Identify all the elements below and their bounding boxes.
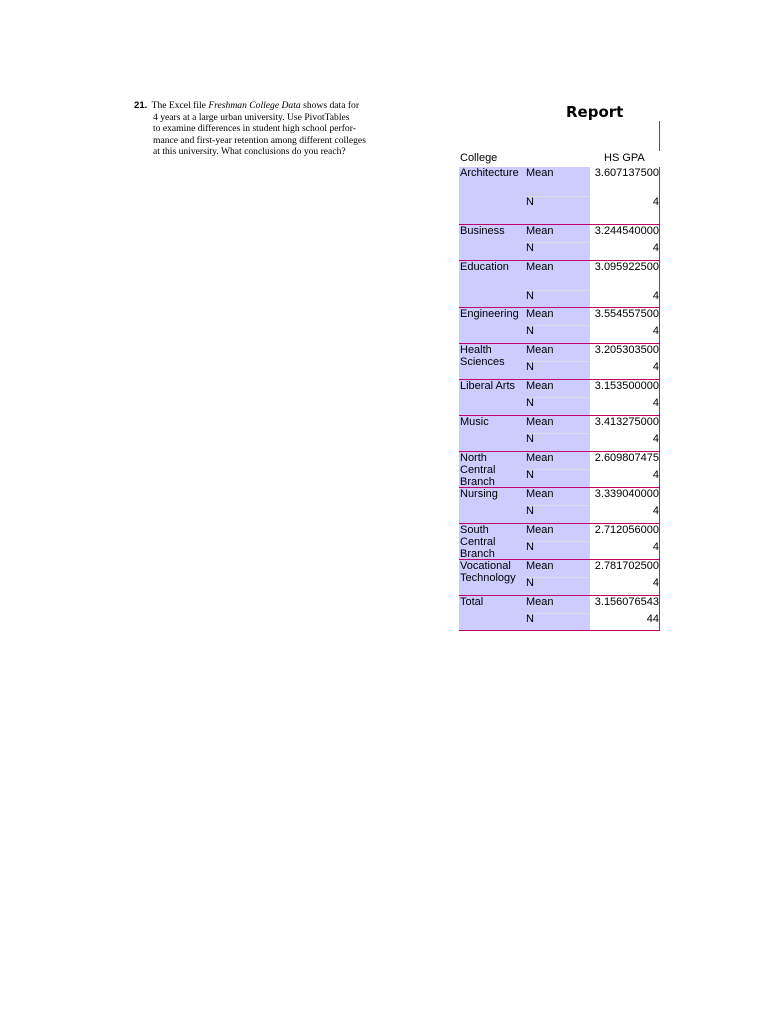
mean-row [525,167,660,196]
report-group [459,261,660,308]
n-row [525,613,660,630]
stat-label: Mean [526,344,554,356]
stat-label: Mean [526,308,554,320]
college-name: North Central Branch [459,452,525,487]
stat-value: 4 [590,397,660,415]
problem-line-5: at this university. What conclusions do you reach? [153,146,346,158]
college-name: Education [459,261,525,307]
report-group [459,344,660,380]
college-name: South Central Branch [459,524,525,559]
n-row [525,469,660,487]
college-name: Nursing [459,488,525,523]
stat-label: N [526,196,534,208]
stat-value: 3.413275000 [590,416,660,433]
stat-label: N [526,541,534,553]
report-group [459,416,660,452]
stat-label: N [526,469,534,481]
stat-label: Mean [526,488,554,500]
report-group [459,225,660,261]
stat-value: 3.095922500 [590,261,660,290]
n-row [525,541,660,559]
report-group [459,380,660,416]
college-name: Music [459,416,525,451]
stat-value: 2.712056000 [590,524,660,541]
stat-label: Mean [526,452,554,464]
report-group [459,452,660,488]
stat-value: 4 [590,361,660,379]
stat-value: 4 [590,577,660,595]
stat-label: N [526,505,534,517]
college-name: Health Sciences [459,344,525,379]
n-row [525,242,660,260]
stat-value: 4 [590,469,660,487]
stat-label: N [526,361,534,373]
college-column-header: College [460,152,498,164]
n-row [525,577,660,595]
mean-row [525,344,660,361]
problem-line-1: 21. The Excel file Freshman College Data shows data for [134,100,360,111]
n-row [525,290,660,307]
n-row [525,361,660,379]
stat-value: 4 [590,505,660,523]
mean-row [525,261,660,290]
stat-value: 2.781702500 [590,560,660,577]
stat-label: N [526,325,534,337]
stat-value: 3.339040000 [590,488,660,505]
n-row [525,196,660,224]
stat-value: 3.153500000 [590,380,660,397]
table-header [459,151,660,168]
n-row [525,505,660,523]
stat-label: N [526,242,534,254]
problem-line-3: to examine differences in student high school perfor- [153,123,356,135]
stat-label: Mean [526,225,554,237]
stat-value: 3.156076543 [590,596,660,613]
college-name: Vocational Technology [459,560,525,595]
stat-value: 3.554557500 [590,308,660,325]
report-group [459,596,660,631]
stat-value: 3.607137500 [590,167,660,196]
mean-row [525,380,660,397]
college-name: Total [459,596,525,630]
mean-row [525,560,660,577]
header-divider [659,121,660,151]
stat-label: N [526,290,534,302]
college-name: Liberal Arts [459,380,525,415]
problem-line-2: 4 years at a large urban university. Use PivotTables [153,111,350,123]
report-table [459,167,660,631]
stat-label: Mean [526,560,554,572]
stat-label: Mean [526,261,554,273]
stat-value: 4 [590,541,660,559]
n-row [525,397,660,415]
problem-line-4: mance and first-year retention among different colleges [153,134,366,146]
stat-value: 3.244540000 [590,225,660,242]
stat-value: 2.609807475 [590,452,660,469]
problem-number: 21. [134,100,148,111]
stat-label: Mean [526,167,554,179]
stat-value: 4 [590,196,660,224]
mean-row [525,225,660,242]
stat-value: 44 [590,613,660,630]
mean-row [525,308,660,325]
report-title: Report [566,103,624,121]
mean-row [525,524,660,541]
stat-label: N [526,397,534,409]
mean-row [525,416,660,433]
college-name: Business [459,225,525,260]
stat-value: 4 [590,242,660,260]
stat-value: 4 [590,325,660,343]
report-group [459,524,660,560]
mean-row [525,488,660,505]
mean-row [525,596,660,613]
problem-text [134,100,394,158]
stat-label: Mean [526,380,554,392]
report-group [459,167,660,225]
n-row [525,325,660,343]
college-name: Engineering [459,308,525,343]
stat-value: 4 [590,433,660,451]
stat-label: N [526,577,534,589]
stat-label: N [526,613,534,625]
stat-label: Mean [526,524,554,536]
stat-label: Mean [526,416,554,428]
stat-value: 4 [590,290,660,307]
report-group [459,308,660,344]
gpa-column-header: HS GPA [604,152,645,164]
college-name: Architecture [459,167,525,224]
n-row [525,433,660,451]
report-group [459,560,660,596]
stat-label: N [526,433,534,445]
report-group [459,488,660,524]
stat-label: Mean [526,596,554,608]
mean-row [525,452,660,469]
stat-value: 3.205303500 [590,344,660,361]
